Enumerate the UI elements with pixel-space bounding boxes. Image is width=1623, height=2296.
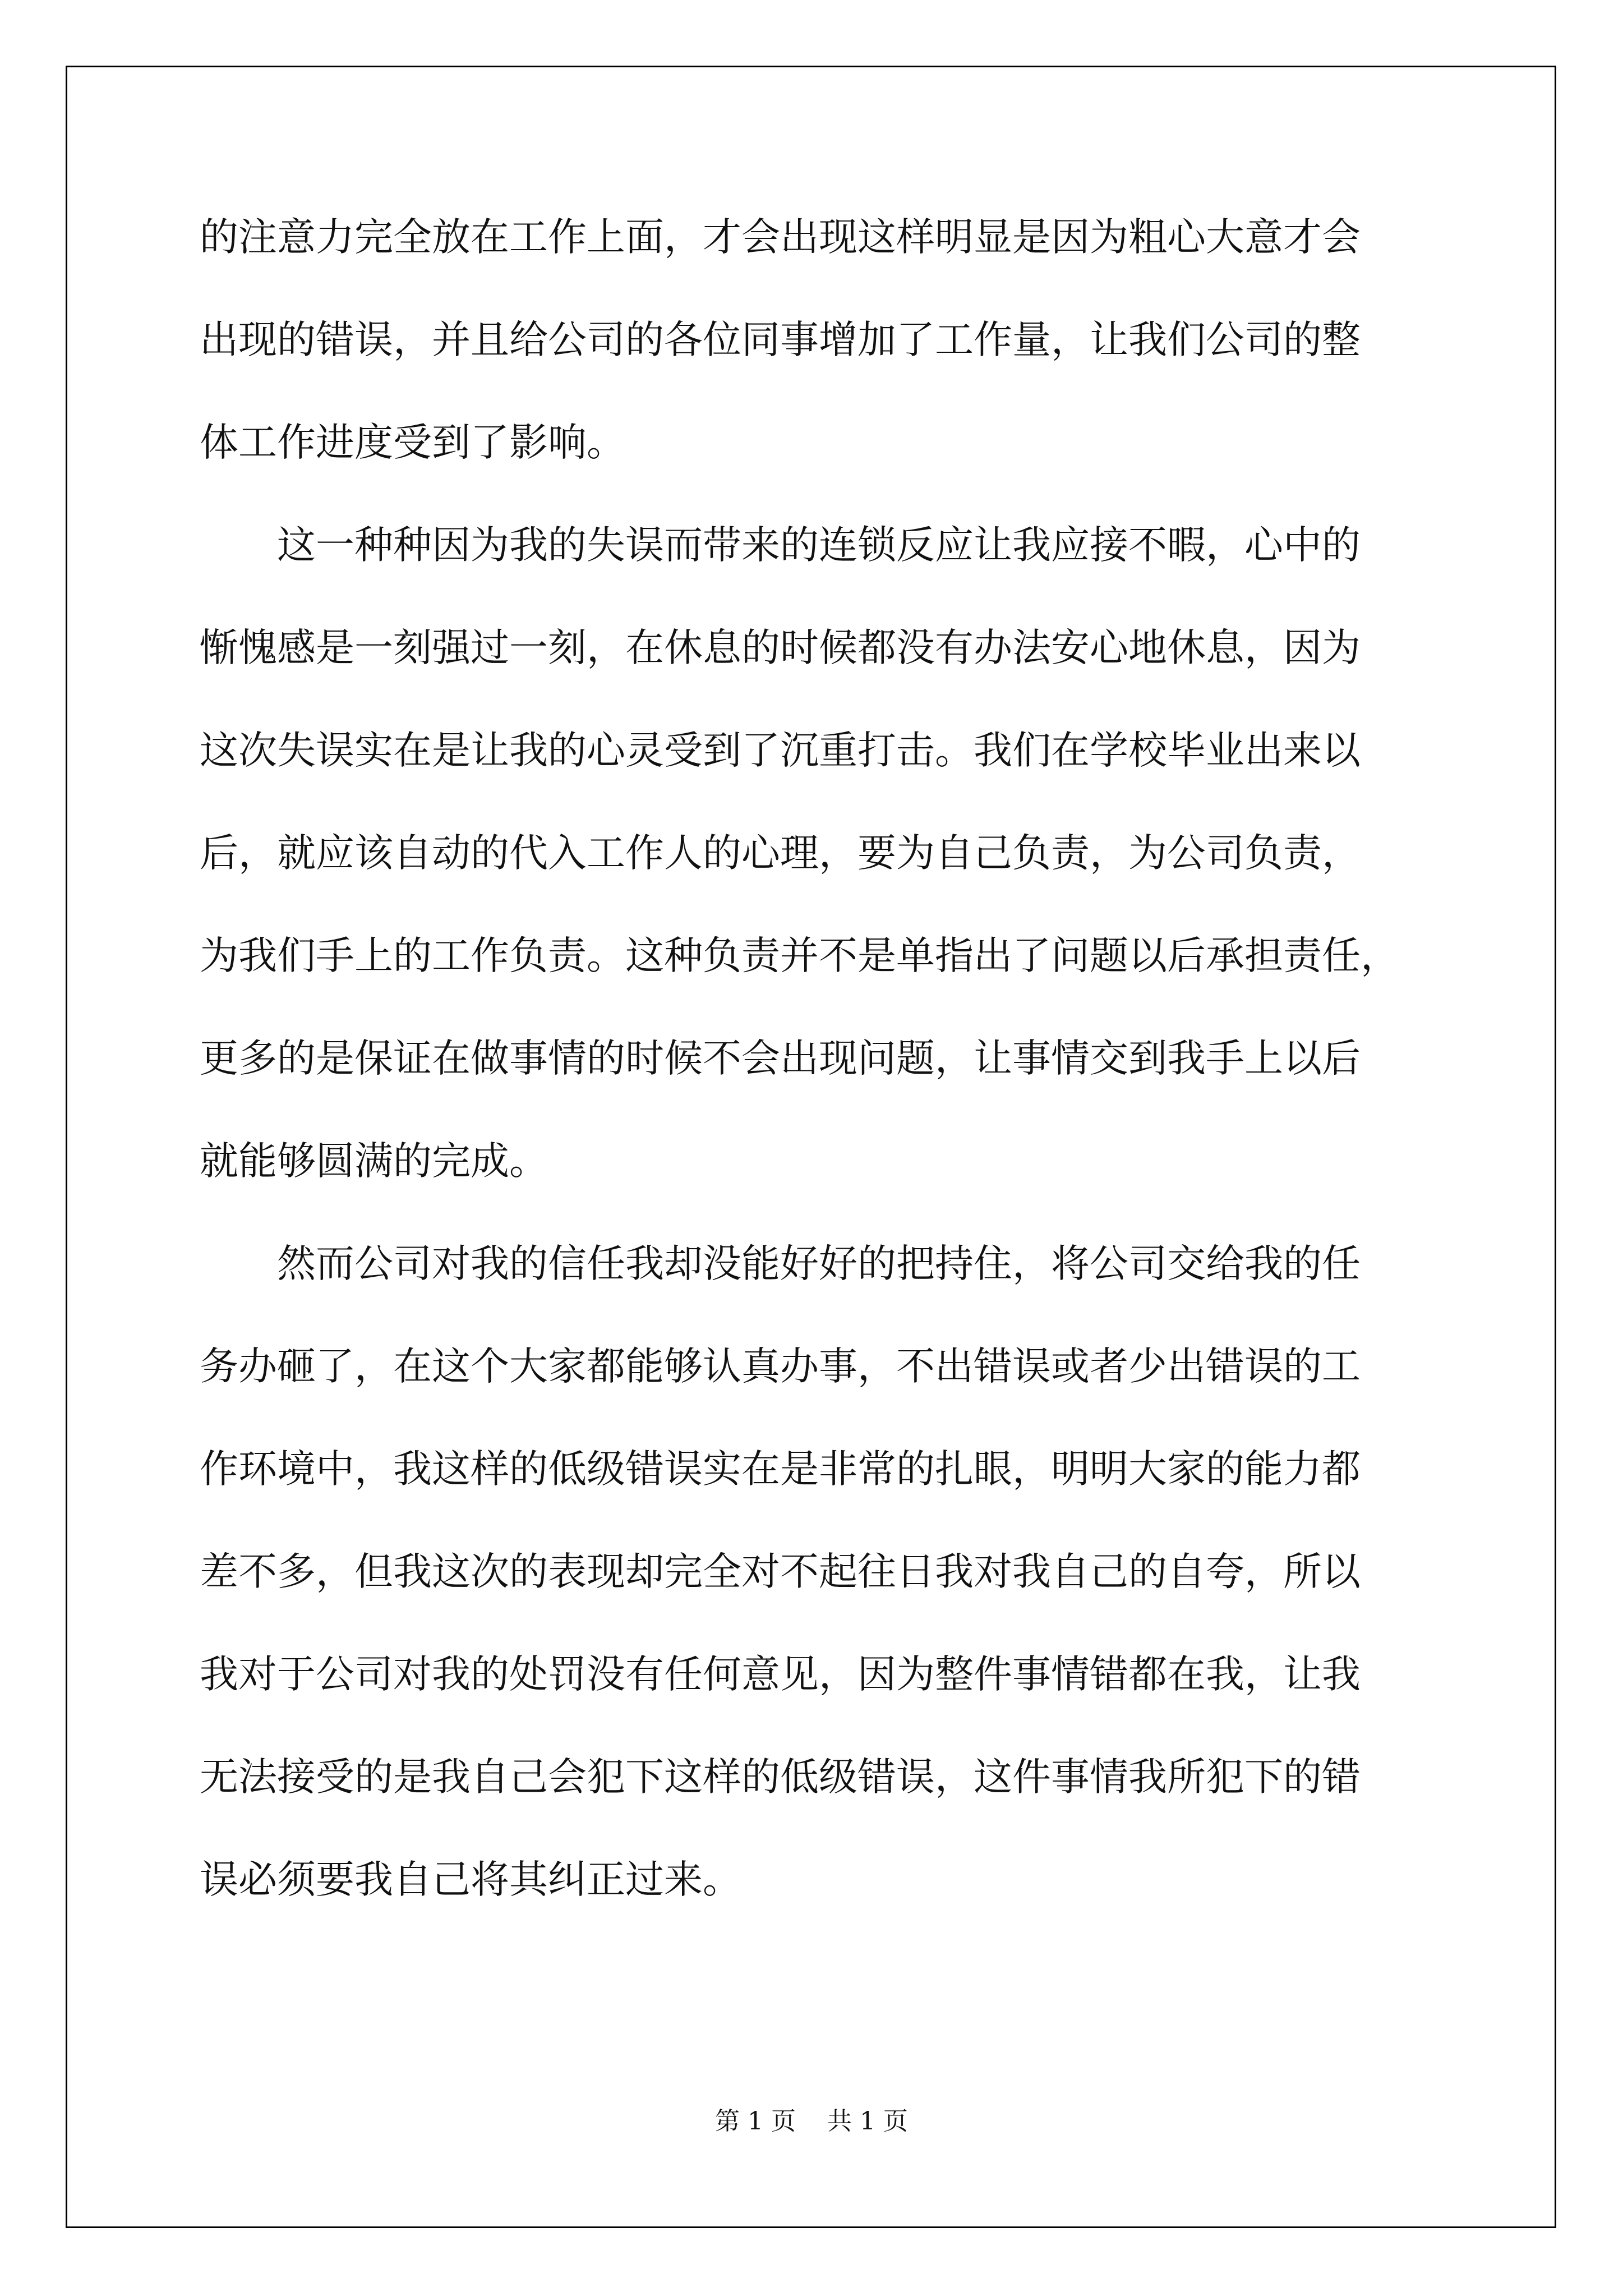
text-line: 的注意力完全放在工作上面，才会出现这样明显是因为粗心大意才会 bbox=[200, 215, 1361, 260]
document-body bbox=[200, 186, 1450, 1931]
text-line: 这次失误实在是让我的心灵受到了沉重打击。我们在学校毕业出来以 bbox=[200, 728, 1361, 773]
text-line: 后，就应该自动的代入工作人的心理，要为自己负责，为公司负责， bbox=[200, 831, 1361, 876]
paragraph-start-line: 然而公司对我的信任我却没能好好的把持住，将公司交给我的任 bbox=[277, 1241, 1361, 1286]
text-line: 体工作进度受到了影响。 bbox=[200, 420, 625, 465]
text-line: 惭愧感是一刻强过一刻，在休息的时候都没有办法安心地休息，因为 bbox=[200, 625, 1361, 670]
page-number-footer: 第 1 页 共 1 页 bbox=[715, 2107, 908, 2136]
text-line: 误必须要我自己将其纠正过来。 bbox=[200, 1857, 741, 1902]
text-line: 为我们手上的工作负责。这种负责并不是单指出了问题以后承担责任， bbox=[200, 933, 1399, 978]
text-line: 无法接受的是我自己会犯下这样的低级错误，这件事情我所犯下的错 bbox=[200, 1755, 1361, 1800]
text-line: 我对于公司对我的处罚没有任何意见，因为整件事情错都在我，让我 bbox=[200, 1652, 1361, 1697]
text-line: 更多的是保证在做事情的时候不会出现问题，让事情交到我手上以后 bbox=[200, 1036, 1361, 1081]
text-line: 出现的错误，并且给公司的各位同事增加了工作量，让我们公司的整 bbox=[200, 318, 1361, 362]
text-line: 务办砸了，在这个大家都能够认真办事，不出错误或者少出错误的工 bbox=[200, 1344, 1361, 1389]
paragraph-start-line: 这一种种因为我的失误而带来的连锁反应让我应接不暇，心中的 bbox=[277, 523, 1361, 568]
text-line: 作环境中，我这样的低级错误实在是非常的扎眼，明明大家的能力都 bbox=[200, 1447, 1361, 1492]
text-line: 差不多，但我这次的表现却完全对不起往日我对我自己的自夸，所以 bbox=[200, 1549, 1361, 1594]
text-line: 就能够圆满的完成。 bbox=[200, 1139, 548, 1184]
